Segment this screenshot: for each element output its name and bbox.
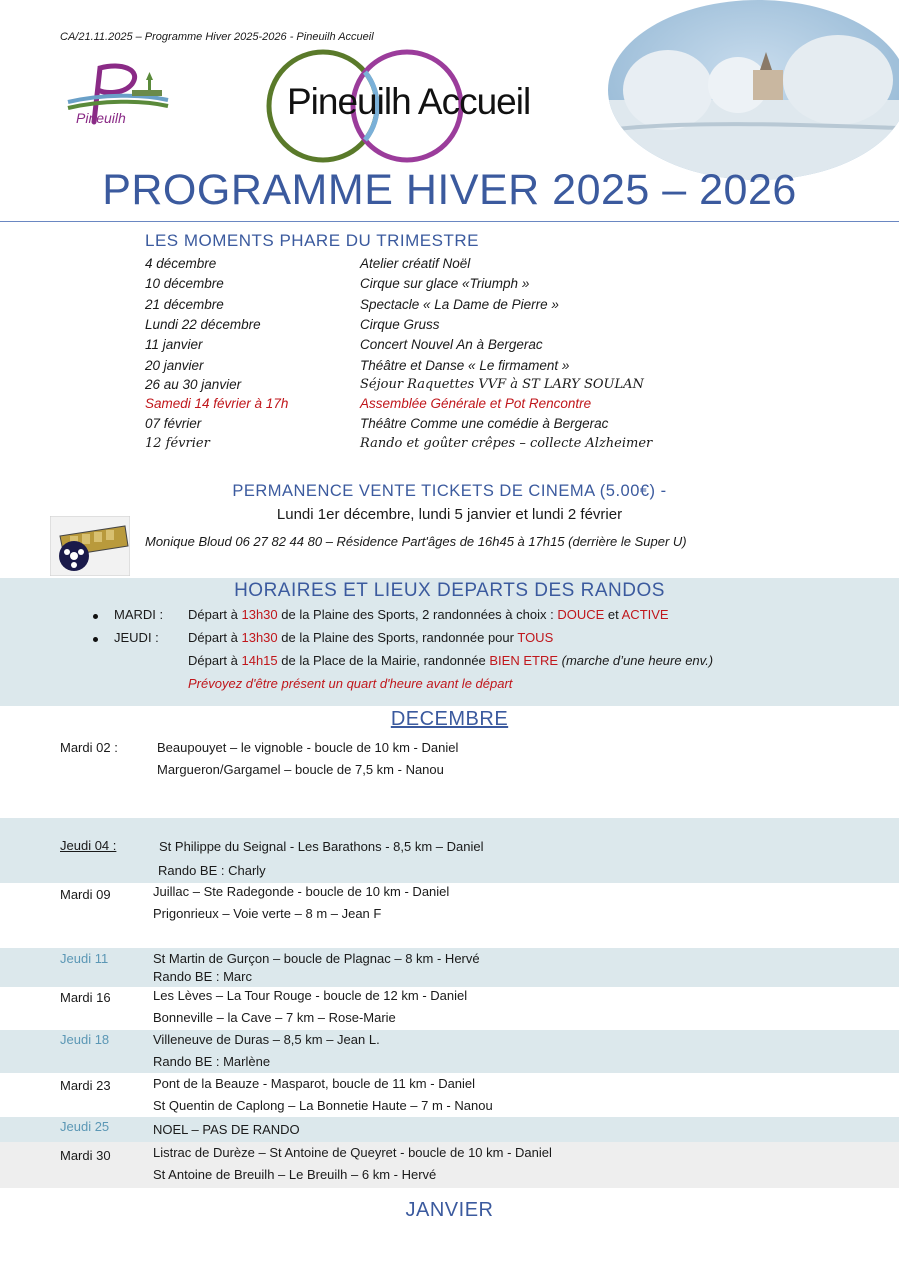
title-divider: [0, 221, 899, 222]
rando-row: Mardi 09 Juillac – Ste Radegonde - boucle de 10 km - Daniel Prigonrieux – Voie verte – 8 m – Jean F: [60, 884, 450, 921]
cinema-contact: Monique Bloud 06 27 82 44 80 – Résidence Part'âges de 16h45 à 17h15 (derrière le Super U): [145, 534, 687, 549]
cinema-heading: PERMANENCE VENTE TICKETS DE CINEMA (5.00€) -: [232, 482, 667, 500]
jeudi-schedule: Départ à 13h30 de la Plaine des Sports, randonnée pour TOUS: [188, 630, 554, 645]
mardi-schedule: Départ à 13h30 de la Plaine des Sports, 2 randonnées à choix : DOUCE et ACTIVE: [188, 607, 669, 622]
event-row-highlight: Samedi 14 février à 17h Assemblée Générale et Pot Rencontre: [145, 396, 592, 411]
horaires-block: [0, 606, 899, 702]
jeudi-bien-etre-schedule: Départ à 14h15 de la Place de la Mairie, randonnée BIEN ETRE (marche d’une heure env.): [188, 653, 714, 668]
cinema-dates: Lundi 1er décembre, lundi 5 janvier et lundi 2 février: [276, 506, 623, 523]
arrival-notice: Prévoyez d'être présent un quart d'heure avant le départ: [188, 676, 513, 691]
rando-row-jeudi: Jeudi 04 : St Philippe du Seignal - Les Barathons - 8,5 km – Daniel Rando BE : Charly: [0, 818, 899, 883]
jeudi-label: JEUDI :: [114, 630, 159, 645]
horaires-heading: HORAIRES ET LIEUX DEPARTS DES RANDOS: [234, 580, 665, 601]
rando-row: Mardi 02 : Beaupouyet – le vignoble - boucle de 10 km - Daniel Margueron/Gargamel – boucle de 7,5 km - Nanou: [60, 740, 459, 777]
pineuilh-town-logo: [62, 60, 174, 132]
event-row: 10 décembre Cirque sur glace «Triumph »: [145, 276, 530, 291]
film-reel-icon: [50, 516, 130, 576]
winter-landscape-photo: [608, 0, 899, 182]
event-row: 12 février Rando et goûter crêpes – collecte Alzheimer: [145, 436, 653, 451]
page-title: PROGRAMME HIVER 2025 – 2026: [102, 166, 797, 214]
decembre-heading: DECEMBRE: [390, 708, 509, 730]
event-row: 21 décembre Spectacle « La Dame de Pierre »: [145, 297, 559, 312]
rando-row-jeudi: Jeudi 25 NOEL – PAS DE RANDO: [0, 1117, 899, 1142]
event-row: 11 janvier Concert Nouvel An à Bergerac: [145, 337, 543, 352]
pineuilh-accueil-logo: [265, 48, 605, 164]
bullet: [93, 637, 98, 642]
rando-row: Mardi 23 Pont de la Beauze - Masparot, boucle de 11 km - Daniel St Quentin de Caplong – La Bonnetie Haute – 7 m - Nanou: [60, 1076, 493, 1113]
rando-row: Mardi 30 Listrac de Durèze – St Antoine de Queyret - boucle de 10 km - Daniel St Antoine de Breuilh – Le Breuilh – 6 km - Hervé: [0, 1142, 899, 1188]
highlights-list: [0, 254, 899, 454]
rando-row: Mardi 16 Les Lèves – La Tour Rouge - boucle de 12 km - Daniel Bonneville – la Cave – 7 km – Rose-Marie: [60, 988, 468, 1025]
document-reference: CA/21.11.2025 – Programme Hiver 2025-2026 - Pineuilh Accueil: [60, 31, 374, 43]
town-logo-text: Pineuilh: [76, 110, 126, 126]
event-row: 26 au 30 janvier Séjour Raquettes VVF à ST LARY SOULAN: [145, 377, 644, 392]
rando-row-jeudi: Jeudi 18 Villeneuve de Duras – 8,5 km – Jean L. Rando BE : Marlène: [0, 1030, 899, 1073]
mardi-label: MARDI :: [114, 607, 164, 622]
event-row: 4 décembre Atelier créatif Noël: [145, 256, 471, 271]
highlights-heading: LES MOMENTS PHARE DU TRIMESTRE: [145, 231, 479, 250]
rando-row-jeudi: Jeudi 11 St Martin de Gurçon – boucle de Plagnac – 8 km - Hervé Rando BE : Marc: [0, 948, 899, 987]
logo-wordmark: Pineuilh Accueil: [287, 81, 531, 122]
event-row: Lundi 22 décembre Cirque Gruss: [145, 317, 440, 332]
bullet: [93, 614, 98, 619]
event-row: 07 février Théâtre Comme une comédie à Bergerac: [145, 416, 609, 431]
event-row: 20 janvier Théâtre et Danse « Le firmament »: [145, 358, 570, 373]
janvier-heading: JANVIER: [405, 1199, 494, 1221]
